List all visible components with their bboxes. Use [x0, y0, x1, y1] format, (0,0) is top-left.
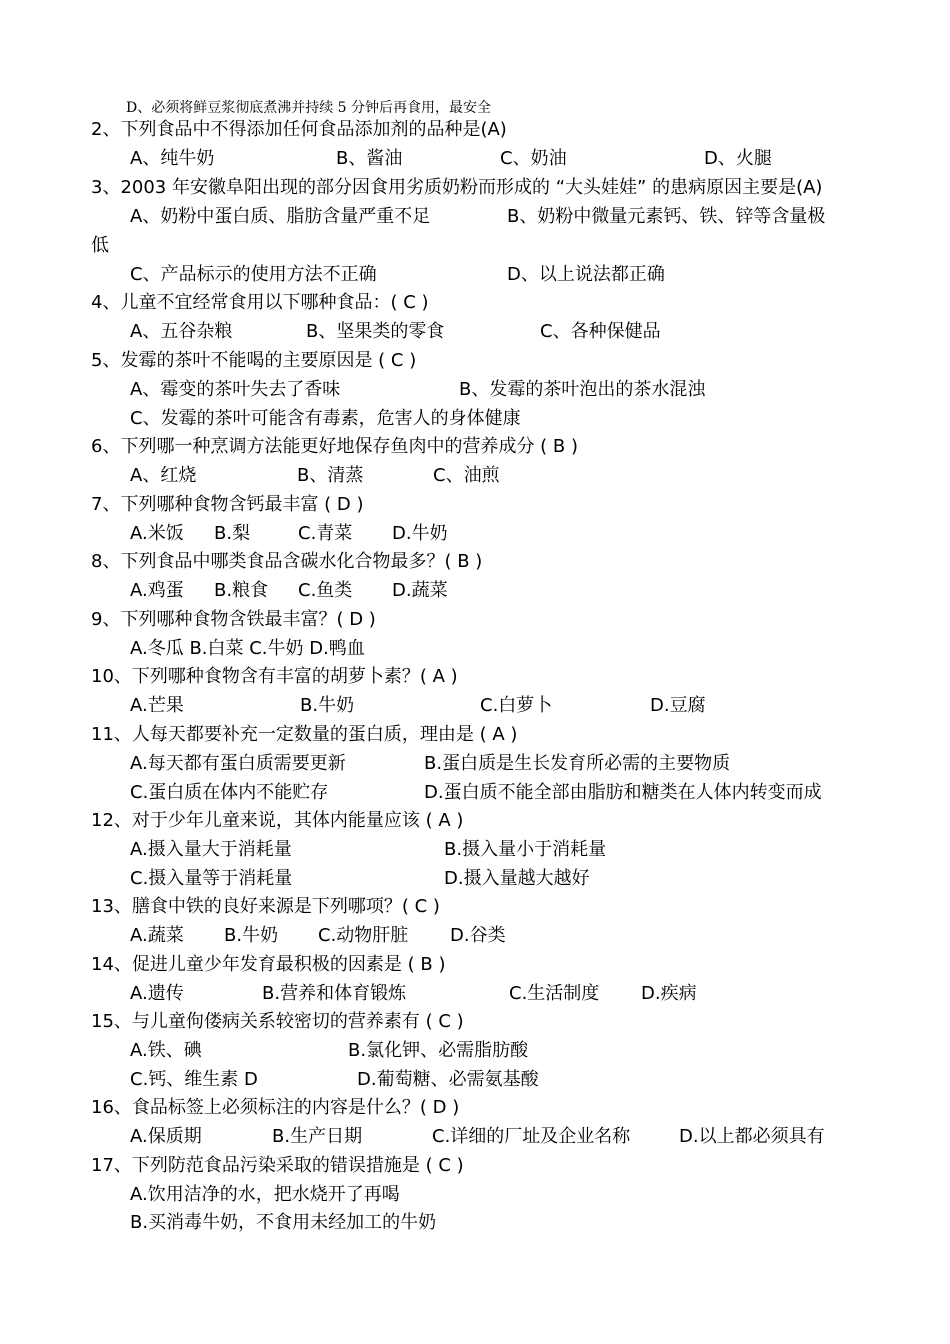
question-8-options — [0, 578, 950, 604]
option-c: C、各种保健品 — [540, 321, 661, 342]
option-a: A.芒果 — [130, 695, 184, 716]
option-d: D.以上都必须具有 — [679, 1126, 825, 1147]
option-c: C、奶油 — [500, 148, 567, 169]
question-3-options-1 — [0, 204, 950, 230]
question-2-options — [0, 146, 950, 172]
option-c: C、产品标示的使用方法不正确 — [130, 264, 377, 285]
option-d: D.豆腐 — [650, 695, 706, 716]
question-16: 16、食品标签上必须标注的内容是什么？( D ) — [91, 1097, 460, 1118]
option-b: B、酱油 — [336, 148, 403, 169]
option-a: A、奶粉中蛋白质、脂肪含量严重不足 — [130, 206, 431, 227]
question-16-options — [0, 1124, 950, 1150]
option-a: A.摄入量大于消耗量 — [130, 839, 292, 860]
question-9: 9、下列哪种食物含铁最丰富？( D ) — [91, 609, 376, 630]
option-a: A、红烧 — [130, 465, 197, 486]
option-c: C.蛋白质在体内不能贮存 — [130, 782, 329, 803]
question-15-options-2 — [0, 1067, 950, 1093]
option-c: C.摄入量等于消耗量 — [130, 868, 293, 889]
question-12-options-1 — [0, 837, 950, 863]
option-c: C.生活制度 — [509, 983, 600, 1004]
option-d: D.谷类 — [450, 925, 506, 946]
question-5-options-1 — [0, 377, 950, 403]
question-17-option-b: B.买消毒牛奶，不食用未经加工的牛奶 — [130, 1212, 437, 1233]
option-b: B、坚果类的零食 — [306, 321, 445, 342]
option-a: A.米饭 — [130, 523, 184, 544]
option-d: D.摄入量越大越好 — [444, 868, 590, 889]
option-b: B.氯化钾、必需脂肪酸 — [348, 1040, 529, 1061]
option-b: B、清蒸 — [297, 465, 364, 486]
question-6: 6、下列哪一种烹调方法能更好地保存鱼肉中的营养成分 ( B ) — [91, 436, 579, 457]
option-c: C.鱼类 — [298, 580, 353, 601]
question-5-option-c: C、发霉的茶叶可能含有毒素，危害人的身体健康 — [130, 408, 521, 429]
option-a: A、五谷杂粮 — [130, 321, 233, 342]
question-14: 14、促进儿童少年发育最积极的因素是 ( B ) — [91, 954, 446, 975]
option-a: A、霉变的茶叶失去了香味 — [130, 379, 341, 400]
option-b: B.牛奶 — [224, 925, 279, 946]
question-7: 7、下列哪种食物含钙最丰富 ( D ) — [91, 494, 364, 515]
question-17: 17、下列防范食品污染采取的错误措施是 ( C ) — [91, 1155, 464, 1176]
option-c: C.青菜 — [298, 523, 353, 544]
option-a: A、纯牛奶 — [130, 148, 215, 169]
option-b: B、发霉的茶叶泡出的茶水混浊 — [459, 379, 706, 400]
question-7-options — [0, 521, 950, 547]
question-10: 10、下列哪种食物含有丰富的胡萝卜素？( A ) — [91, 666, 458, 687]
option-a: A.每天都有蛋白质需要更新 — [130, 753, 346, 774]
option-c: C.详细的厂址及企业名称 — [432, 1126, 631, 1147]
question-14-options — [0, 981, 950, 1007]
question-15-options-1 — [0, 1038, 950, 1064]
option-b: B.蛋白质是生长发育所必需的主要物质 — [424, 753, 731, 774]
option-d: D.蛋白质不能全部由脂肪和糖类在人体内转变而成 — [424, 782, 822, 803]
question-3-wrap: 低 — [91, 235, 109, 256]
option-b: B.牛奶 — [300, 695, 355, 716]
question-5: 5、发霉的茶叶不能喝的主要原因是 ( C ) — [91, 350, 417, 371]
option-d: D、以上说法都正确 — [507, 264, 665, 285]
question-4: 4、儿童不宜经常食用以下哪种食品：( C ) — [91, 292, 429, 313]
option-a: A.遗传 — [130, 983, 184, 1004]
option-c: C.白萝卜 — [480, 695, 553, 716]
option-b: B.梨 — [214, 523, 251, 544]
option-d: D、火腿 — [704, 148, 772, 169]
question-15: 15、与儿童佝偻病关系较密切的营养素有 ( C ) — [91, 1011, 464, 1032]
option-a: A.鸡蛋 — [130, 580, 184, 601]
option-d: D.蔬菜 — [392, 580, 448, 601]
option-c: C.钙、维生素 D — [130, 1069, 258, 1090]
question-3: 3、2003 年安徽阜阳出现的部分因食用劣质奶粉而形成的 “大头娃娃” 的患病原因主要是(A) — [91, 177, 823, 198]
question-12: 12、对于少年儿童来说，其体内能量应该 ( A ) — [91, 810, 464, 831]
option-c: C、油煎 — [433, 465, 500, 486]
option-a: A.保质期 — [130, 1126, 202, 1147]
option-b: B.营养和体育锻炼 — [262, 983, 407, 1004]
question-8: 8、下列食品中哪类食品含碳水化合物最多？( B ) — [91, 551, 483, 572]
option-d: D.牛奶 — [392, 523, 448, 544]
option-d: D.疾病 — [641, 983, 697, 1004]
question-13-options — [0, 923, 950, 949]
previous-option-d: D、必须将鲜豆浆彻底煮沸并持续 5 分钟后再食用，最安全 — [126, 100, 492, 116]
option-a: A.铁、碘 — [130, 1040, 202, 1061]
question-13: 13、膳食中铁的良好来源是下列哪项？( C ) — [91, 896, 440, 917]
question-11-options-2 — [0, 780, 950, 806]
option-b: B.摄入量小于消耗量 — [444, 839, 607, 860]
option-b: B、奶粉中微量元素钙、铁、锌等含量极 — [507, 206, 826, 227]
question-11-options-1 — [0, 751, 950, 777]
question-6-options — [0, 463, 950, 489]
question-12-options-2 — [0, 866, 950, 892]
question-11: 11、人每天都要补充一定数量的蛋白质，理由是 ( A ) — [91, 724, 518, 745]
question-10-options — [0, 693, 950, 719]
question-3-options-2 — [0, 262, 950, 288]
option-a: A.蔬菜 — [130, 925, 184, 946]
question-9-options: A.冬瓜 B.白菜 C.牛奶 D.鸭血 — [130, 638, 365, 659]
option-b: B.生产日期 — [272, 1126, 363, 1147]
question-4-options — [0, 319, 950, 345]
option-d: D.葡萄糖、必需氨基酸 — [357, 1069, 539, 1090]
option-c: C.动物肝脏 — [318, 925, 409, 946]
question-2: 2、下列食品中不得添加任何食品添加剂的品种是(A) — [91, 119, 507, 140]
option-b: B.粮食 — [214, 580, 269, 601]
question-17-option-a: A.饮用洁净的水，把水烧开了再喝 — [130, 1184, 400, 1205]
